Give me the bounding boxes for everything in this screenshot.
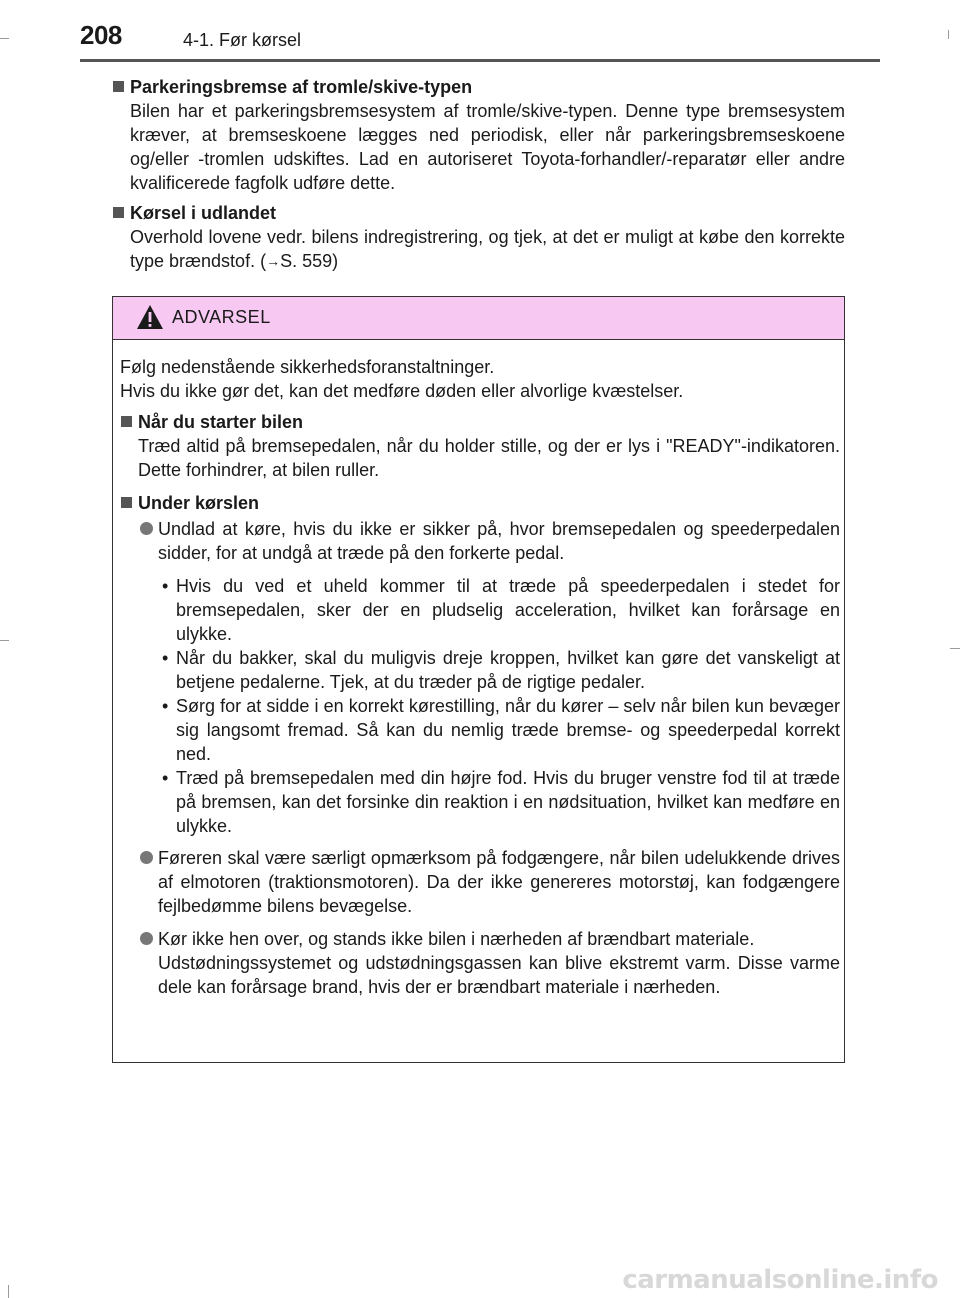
page-reference-link[interactable]: S. 559 — [280, 251, 333, 271]
page-number: 208 — [80, 20, 122, 50]
list-item — [120, 846, 840, 918]
bullet-icon: • — [162, 576, 169, 596]
circle-bullet-icon — [140, 522, 153, 535]
warning-intro: Følg nedenstående sikkerhedsforanstaltninger. — [120, 357, 495, 377]
list-item — [120, 927, 840, 999]
sub-list-text: Hvis du ved et uheld kommer til at træde på speederpedalen i stedet for bremsepedalen, sker der en pludselig acceleration, hvilket kan forårsage en ulykke. — [176, 576, 840, 644]
square-bullet-icon — [121, 497, 132, 508]
warning-triangle-icon — [136, 304, 164, 330]
section-paragraph: Bilen har et parkeringsbremsesystem af tromle/skive-typen. Denne type bremsesystem kræver, at bremseskoene lægges ned periodisk, eller når parkeringsbremseskoene og/eller -tromlen udskiftes. Lad en autoriseret Toyota-forhandler/-reparatør eller andre kvalificerede fagfolk udføre dette. — [130, 101, 845, 193]
paragraph-text: ) — [332, 251, 339, 271]
square-bullet-icon — [113, 81, 124, 92]
warning-body — [120, 355, 840, 999]
bullet-icon: • — [162, 768, 169, 788]
square-bullet-icon — [121, 416, 132, 427]
section-heading — [112, 75, 845, 99]
list-item — [120, 517, 840, 565]
section-heading-text: Parkeringsbremse af tromle/skive-typen — [130, 77, 473, 97]
header-rule — [80, 59, 880, 62]
list-item-text: Føreren skal være særligt opmærksom på fodgængere, når bilen udelukkende drives af elmotoren (traktionsmotoren). Da der ikke genereres motorstøj, kan fodgængere fejlbedømme bilens bevægelse. — [158, 848, 840, 916]
heading-text: Når du starter bilen — [138, 412, 304, 432]
circle-bullet-icon — [140, 851, 153, 864]
section-paragraph — [112, 225, 845, 273]
paragraph-text: Overhold lovene vedr. bilens indregistrering, og tjek, at det er muligt at købe den korrekte type brændstof. ( — [130, 227, 845, 271]
crop-mark — [0, 640, 9, 641]
warning-paragraph: Træd altid på bremsepedalen, når du holder stille, og der er lys i "READY"-indikatoren. Dette forhindrer, at bilen ruller. — [138, 436, 840, 480]
section-heading-text: Kørsel i udlandet — [130, 203, 277, 223]
warning-section-heading — [120, 491, 840, 515]
watermark: carmanualsonline.info — [622, 1265, 938, 1295]
warning-box — [112, 296, 845, 1063]
crop-mark — [948, 30, 949, 39]
list-item-text: Kør ikke hen over, og stands ikke bilen i nærheden af brændbart materiale. — [158, 929, 755, 949]
crop-mark — [0, 38, 9, 39]
page-header — [80, 20, 880, 60]
list-item-text: Udstødningssystemet og udstødningsgassen kan blive ekstremt varm. Disse varme dele kan forårsage brand, hvis der er brændbart materiale i nærheden. — [158, 953, 840, 997]
bullet-icon: • — [162, 648, 169, 668]
sub-list-text: Sørg for at sidde i en korrekt kørestilling, når du kører – selv når bilen kun bevæger sig langsomt fremad. Så kan du nemlig træde bremse- og speederpedal korrekt ned. — [176, 696, 840, 764]
square-bullet-icon — [113, 207, 124, 218]
circle-bullet-icon — [140, 932, 153, 945]
list-item-text: Undlad at køre, hvis du ikke er sikker på, hvor bremsepedalen og speederpedalen sidder, for at undgå at træde på den forkerte pedal. — [158, 519, 840, 563]
sub-list-item — [120, 766, 840, 838]
crop-mark — [8, 1285, 9, 1298]
sub-list-text: Når du bakker, skal du muligvis dreje kroppen, hvilket kan gøre det vanskeligt at betjene pedalerne. Tjek, at du træder på de rigtige pedaler. — [176, 648, 840, 692]
warning-title: ADVARSEL — [172, 307, 271, 327]
bullet-icon: • — [162, 696, 169, 716]
sub-list-item — [120, 574, 840, 646]
sub-list-text: Træd på bremsepedalen med din højre fod. Hvis du bruger venstre fod til at træde på bremsen, kan det forsinke din reaktion i en nødsituation, hvilket kan medføre en ulykke. — [176, 768, 840, 836]
heading-text: Under kørslen — [138, 493, 260, 513]
sub-list-item — [120, 646, 840, 694]
crop-mark — [950, 648, 960, 649]
main-content — [112, 75, 845, 273]
warning-intro: Hvis du ikke gør det, kan det medføre døden eller alvorlige kvæstelser. — [120, 381, 684, 401]
chapter-title: 4-1. Før kørsel — [183, 30, 302, 50]
warning-section-heading — [120, 410, 840, 434]
section-heading — [112, 201, 845, 225]
arrow-right-icon: → — [266, 253, 281, 269]
sub-list-item — [120, 694, 840, 766]
warning-header — [113, 297, 844, 340]
